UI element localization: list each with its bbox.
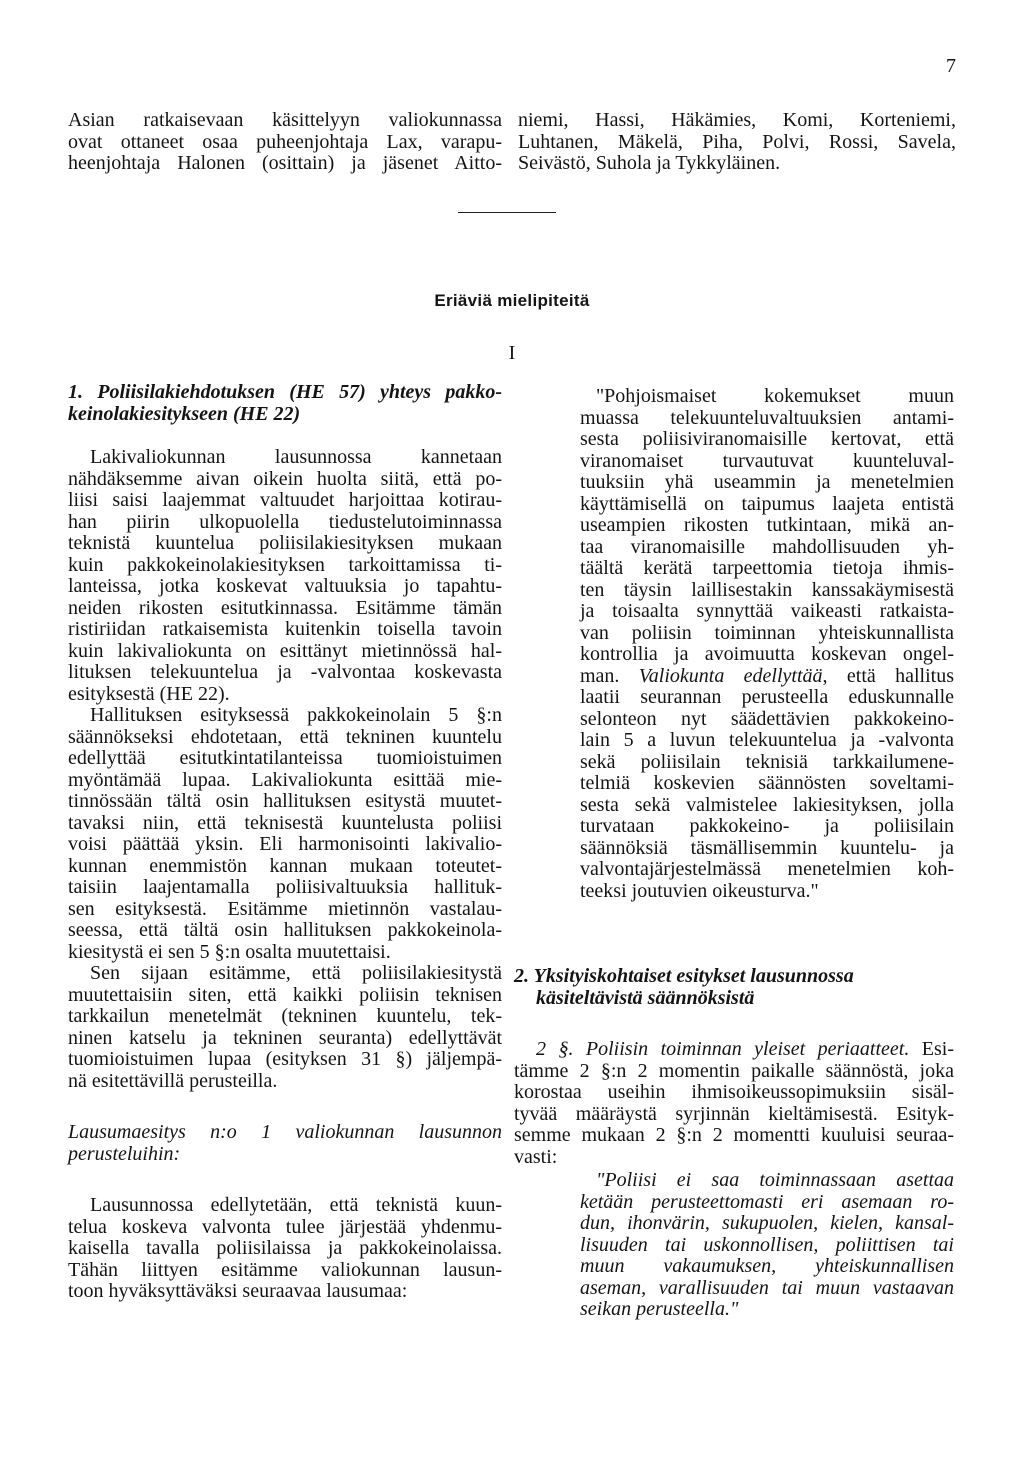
paragraph-3 <box>68 963 502 1092</box>
text-line: käsiteltävistä säännöksistä <box>536 986 755 1009</box>
text-line: lain 5 a luvun telekuuntelua ja -valvonta <box>580 729 954 751</box>
right-column-lower <box>514 966 954 1321</box>
text-line: dun, ihonvärin, sukupuolen, kielen, kansal- <box>580 1212 954 1234</box>
text-line: nä esitettävillä perusteilla. <box>68 1069 278 1092</box>
text-line: useampien rikosten tutkintaan, mikä an- <box>580 514 954 536</box>
text-line: taisiin laajentamalla poliisivaltuuksia hallituk- <box>68 876 502 898</box>
text-line: kuin pakkokeinolakiesityksen tarkoittamissa ti- <box>68 553 502 576</box>
italic-fragment: Valiokunta edellyttää <box>638 664 823 687</box>
text-line: muassa telekuunteluvaltuuksien antami- <box>580 406 954 429</box>
text-line: säännökseksi ehdotetaan, että tekninen kuuntelu <box>68 725 502 748</box>
text-line: käyttämisellä on taipumus laajeta entistä <box>580 492 954 515</box>
text-line: kuin lakivaliokunta on esittänyt mietinnössä hal- <box>68 639 502 662</box>
text-fragment: Esi- <box>909 1038 954 1060</box>
text-line: kaisella tavalla poliisilaissa ja pakkokeinolaissa. <box>68 1237 502 1259</box>
section-roman-numeral: I <box>508 342 516 364</box>
text-line: ristiriidan ratkaisemista kuitenkin toisella tavoin <box>68 618 502 640</box>
text-line: telmiä koskevien säännösten soveltami- <box>580 772 954 794</box>
quote-block-1 <box>580 386 954 902</box>
text-line: Sen sijaan esitämme, että poliisilakiesitystä <box>90 962 502 984</box>
paragraph-2 <box>68 705 502 963</box>
proposal-paragraph <box>68 1195 502 1303</box>
text-line: Asian ratkaisevaan käsittelyyn valiokunnassa <box>68 109 502 131</box>
text-line: heenjohtaja Halonen (osittain) ja jäsenet Aitto- <box>68 152 502 174</box>
subheading-2 <box>514 966 954 1009</box>
text-line: nähdäksemme aivan oikein huolta siitä, että po- <box>68 467 502 490</box>
text-line: han piirin ulkopuolella tiedustelutoiminnassa <box>68 510 502 533</box>
text-line: perusteluihin: <box>68 1142 181 1165</box>
text-line: sesta sekä valmistelee lakiesityksen, jolla <box>580 793 954 816</box>
text-line: selonteon nyt säädettävien pakkokeino- <box>580 707 954 730</box>
text-line: lanteissa, jotka koskevat valtuuksia jo tapahtu- <box>68 575 502 597</box>
text-line: tyvää määräystä syrjinnän kieltämisestä. Esityk- <box>514 1102 954 1125</box>
text-line: turvataan pakkokeino- ja poliisilain <box>580 815 954 837</box>
paragraph-section-2 <box>514 1039 954 1168</box>
text-line: semme mukaan 2 §:n 2 momentti kuuluisi seuraa- <box>514 1124 954 1146</box>
text-line: täältä kerätä tarpeettomia tietoja ihmis- <box>580 557 954 579</box>
text-line: sesta poliisiviranomaisille kertovat, että <box>580 428 954 450</box>
text-line: tarkkailun menetelmät (tekninen kuuntelu, tek- <box>68 1005 502 1027</box>
text-line: lisuuden tai uskonnollisen, poliittisen tai <box>580 1233 954 1256</box>
left-column <box>68 382 502 1303</box>
text-line: sen esityksestä. Esitämme mietinnön vastalau- <box>68 897 502 920</box>
text-line: myöntämää lupaa. Lakivaliokunta esittää mie- <box>68 768 502 791</box>
text-line: edellyttää esitutkintatilanteissa tuomioistuimen <box>68 747 502 769</box>
text-line: tinnössään tältä osin hallituksen esitystä muutet- <box>68 790 502 812</box>
text-line: 1. Poliisilakiehdotuksen (HE 57) yhteys pakko- <box>68 381 502 403</box>
text-line: niemi, Hassi, Häkämies, Komi, Korteniemi, <box>518 109 956 131</box>
text-line: viranomaiset turvautuvat kuunteluval- <box>580 449 954 472</box>
text-line: Hallituksen esityksessä pakkokeinolain 5 §:n <box>90 704 502 726</box>
text-line: tämme 2 §:n 2 momentin paikalle säännöstä, joka <box>514 1059 954 1082</box>
signatories-left <box>68 110 502 175</box>
text-line: tavaksi niin, että teknisestä kuuntelusta poliisi <box>68 811 502 834</box>
text-line: laatii seurannan perusteella eduskunnalle <box>580 686 954 708</box>
subheading-1 <box>68 382 502 425</box>
text-line: ninen katselu ja tekninen seuranta) edellyttävät <box>68 1026 502 1049</box>
italic-fragment: 2 §. Poliisin toiminnan yleiset periaatteet. <box>536 1038 910 1060</box>
text-line-mixed <box>514 1039 954 1061</box>
text-line: Lakivaliokunnan lausunnossa kannetaan <box>90 446 502 468</box>
text-line: Lausunnossa edellytetään, että teknistä kuun- <box>90 1194 502 1216</box>
text-line: Seivästö, Suhola ja Tykkyläinen. <box>518 152 781 174</box>
text-line: aseman, varallisuuden tai muun vastaavan <box>580 1276 954 1299</box>
text-line: Tähän liittyen esitämme valiokunnan lausun- <box>68 1258 502 1281</box>
text-line: kunnan enemmistön kannan mukaan toteutet- <box>68 854 502 877</box>
paragraph-1 <box>68 447 502 705</box>
text-line: korostaa useihin ihmisoikeussopimuksiin sisäl- <box>514 1081 954 1103</box>
text-line: muun vakaumuksen, yhteiskunnallisen <box>580 1255 954 1277</box>
text-fragment: man. <box>580 664 639 687</box>
text-line: kontrollia ja avoimuutta koskevan ongel- <box>580 643 954 665</box>
text-line: telua koskeva valvonta tulee järjestää yhdenmu- <box>68 1215 502 1238</box>
text-line: ovat ottaneet osaa puheenjohtaja Lax, varapu- <box>68 130 502 153</box>
text-line: ketään perusteettomasti eri asemaan ro- <box>580 1190 954 1213</box>
text-line: valvontajärjestelmässä menetelmien koh- <box>580 858 954 880</box>
text-line: muutettaisiin siten, että kaikki poliisin teknisen <box>68 983 502 1006</box>
text-line: "Poliisi ei saa toiminnassaan asettaa <box>596 1169 954 1191</box>
text-line: taa viranomaisille mahdollisuuden yh- <box>580 535 954 558</box>
text-line: "Pohjoismaiset kokemukset muun <box>596 385 954 407</box>
text-line: liisi saisi laajemmat valtuudet harjoittaa kotirau- <box>68 489 502 511</box>
proposal-heading <box>68 1122 502 1165</box>
text-line: Luhtanen, Mäkelä, Piha, Polvi, Rossi, Savela, <box>518 130 956 153</box>
text-line: kiesitystä ei sen 5 §:n osalta muutettaisi. <box>68 940 391 963</box>
text-line: seessa, että tältä osin hallituksen pakkokeinola- <box>68 919 502 941</box>
text-line: toon hyväksyttäväksi seuraavaa lausumaa: <box>68 1280 408 1302</box>
text-line: van poliisin toiminnan yhteiskunnallista <box>580 621 954 644</box>
text-line: sekä poliisilain teknisiä tarkkailumene- <box>580 750 954 773</box>
text-line: seikan perusteella." <box>580 1298 739 1320</box>
text-line: Lausumaesitys n:o 1 valiokunnan lausunnon <box>68 1121 502 1143</box>
text-fragment: , että hallitus <box>822 664 954 687</box>
text-line: teeksi joutuvien oikeusturva." <box>580 879 819 902</box>
divider <box>458 212 556 213</box>
text-line: vasti: <box>514 1145 558 1168</box>
right-column <box>580 386 954 902</box>
text-line: keinolakiesitykseen (HE 22) <box>68 402 301 425</box>
section-heading: Eriäviä mielipiteitä <box>434 291 590 310</box>
text-line: 2. Yksityiskohtaiset esitykset lausunnossa <box>514 965 854 987</box>
text-line: säännöksiä täsmällisemmin kuuntelu- ja <box>580 836 954 859</box>
text-line: voisi päättää yksin. Eli harmonisointi lakivalio- <box>68 833 502 855</box>
quote-block-2 <box>580 1170 954 1321</box>
page-number: 7 <box>946 55 956 77</box>
text-line: teknistä kuuntelua poliisilakiesityksen mukaan <box>68 532 502 554</box>
text-line: tuomioistuimen lupaa (esityksen 31 §) jäljempä- <box>68 1048 502 1070</box>
text-line: ten täysin laillisestakin kanssakäymisestä <box>580 578 954 601</box>
text-line: ja toisaalta synnyttää vaikeasti ratkaista- <box>580 600 954 622</box>
text-line: esityksestä (HE 22). <box>68 682 230 705</box>
text-line: lituksen telekuuntelua ja -valvontaa koskevasta <box>68 661 502 683</box>
signatories-right <box>518 110 956 175</box>
text-line-mixed <box>580 666 954 688</box>
text-line: tuuksiin yhä useammin ja menetelmien <box>580 471 954 493</box>
text-line: neiden rikosten esitutkinnassa. Esitämme tämän <box>68 596 502 619</box>
